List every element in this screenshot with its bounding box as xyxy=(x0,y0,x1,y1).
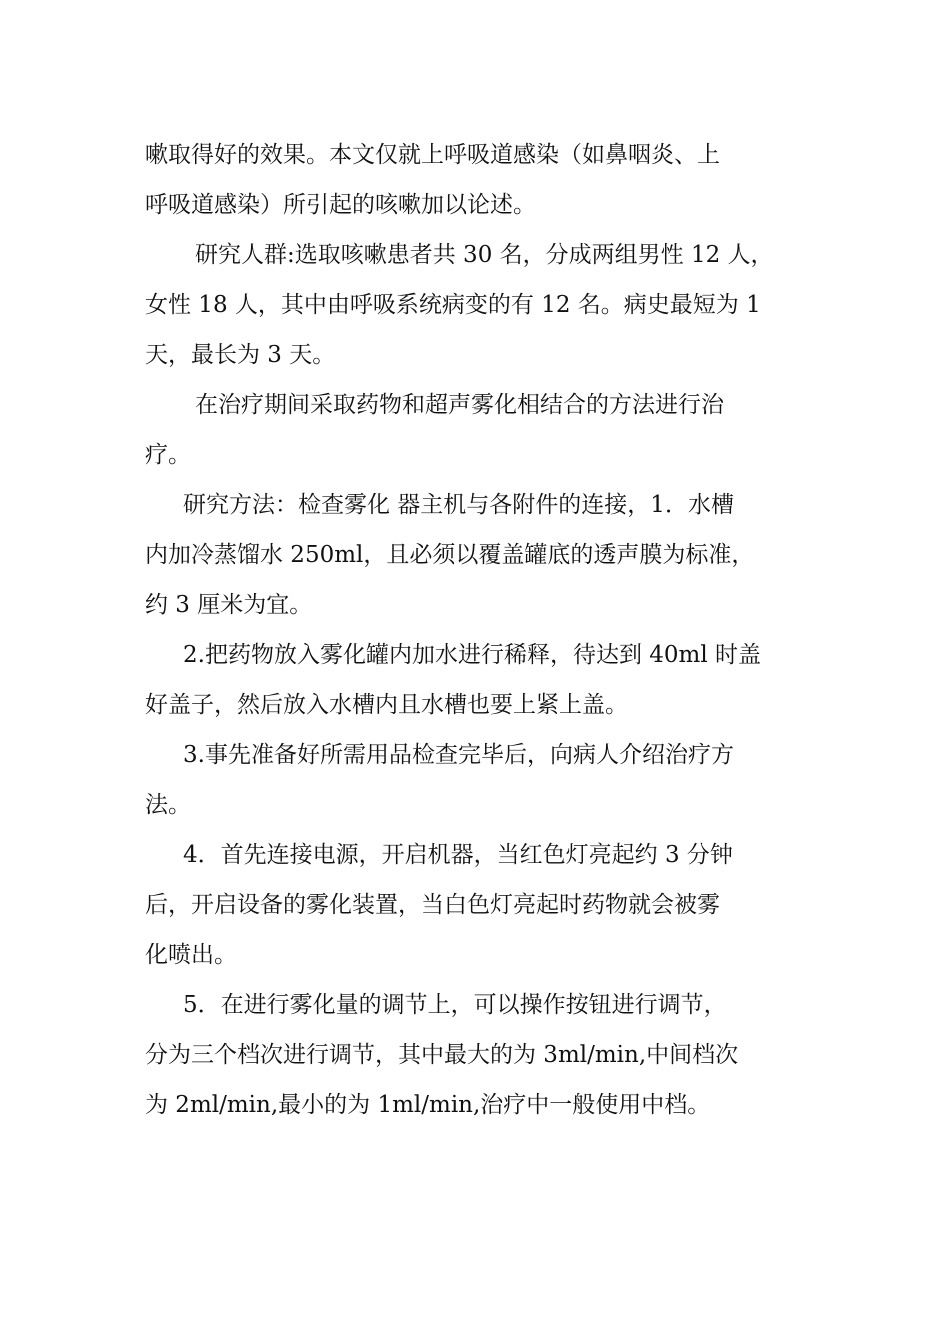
text-line: 为 2ml/min,最小的为 1ml/min,治疗中一般使用中档。 xyxy=(145,1092,711,1118)
text-line: 化喷出。 xyxy=(145,942,237,968)
text-line: 在治疗期间采取药物和超声雾化相结合的方法进行治 xyxy=(195,392,724,418)
text-line: 呼吸道感染）所引起的咳嗽加以论述。 xyxy=(145,192,536,218)
text-line: 研究人群:选取咳嗽患者共 30 名，分成两组男性 12 人， xyxy=(195,242,774,268)
paragraph-4-study-method-step-1 xyxy=(145,480,815,630)
text-line: 内加冷蒸馏水 250ml，且必须以覆盖罐底的透声膜为标准， xyxy=(145,542,755,568)
paragraph-3-treatment-approach xyxy=(145,380,815,480)
paragraph-1-intro-continuation xyxy=(145,130,815,230)
paragraph-8-step-5 xyxy=(145,980,815,1130)
text-line: 分为三个档次进行调节，其中最大的为 3ml/min,中间档次 xyxy=(145,1042,739,1068)
text-line: 4．首先连接电源，开启机器，当红色灯亮起约 3 分钟 xyxy=(183,842,733,868)
paragraph-2-study-population xyxy=(145,230,815,380)
text-line: 3.事先准备好所需用品检查完毕后，向病人介绍治疗方 xyxy=(183,742,734,768)
text-line: 天，最长为 3 天。 xyxy=(145,342,336,368)
text-line: 后，开启设备的雾化装置，当白色灯亮起时药物就会被雾 xyxy=(145,892,720,918)
text-line: 研究方法：检查雾化 器主机与各附件的连接，1．水槽 xyxy=(183,492,734,518)
paragraph-6-step-3 xyxy=(145,730,815,830)
text-line: 女性 18 人，其中由呼吸系统病变的有 12 名。病史最短为 1 xyxy=(145,292,761,318)
text-line: 2.把药物放入雾化罐内加水进行稀释，待达到 40ml 时盖 xyxy=(183,642,761,668)
text-line: 疗。 xyxy=(145,442,191,468)
paragraph-5-step-2 xyxy=(145,630,815,730)
text-line: 好盖子，然后放入水槽内且水槽也要上紧上盖。 xyxy=(145,692,628,718)
document-body xyxy=(145,130,815,1130)
paragraph-7-step-4 xyxy=(145,830,815,980)
text-line: 嗽取得好的效果。本文仅就上呼吸道感染（如鼻咽炎、上 xyxy=(145,142,720,168)
text-line: 法。 xyxy=(145,792,191,818)
text-line: 约 3 厘米为宜。 xyxy=(145,592,313,618)
text-line: 5．在进行雾化量的调节上，可以操作按钮进行调节， xyxy=(183,992,727,1018)
